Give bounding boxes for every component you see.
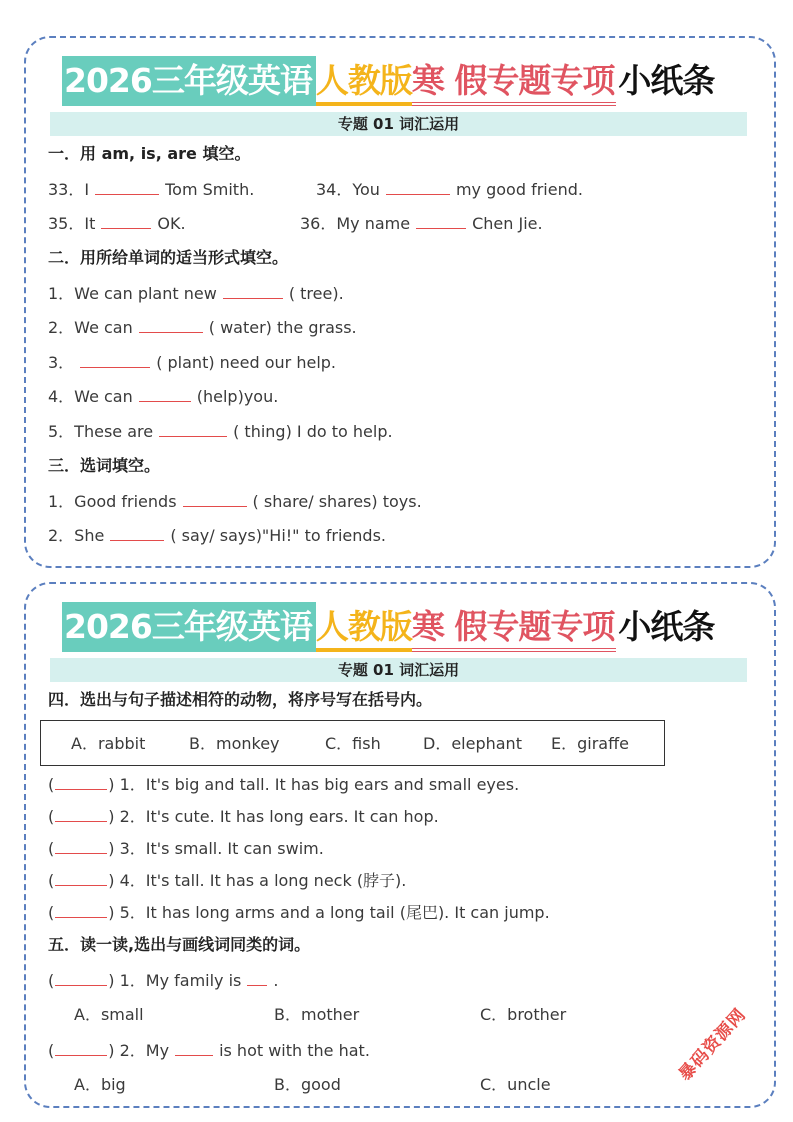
question-5-1: ( ) 1．My family is . bbox=[48, 971, 279, 990]
choice-5-1-a: A．small bbox=[74, 1005, 144, 1024]
question-4-2: ( ) 2．It's cute. It has long ears. It can hop. bbox=[48, 807, 439, 826]
question-3-2: 2．She ( say/ says)"Hi!" to friends. bbox=[48, 526, 386, 545]
option-d: D．elephant bbox=[423, 734, 522, 753]
underlined-word bbox=[175, 1040, 213, 1056]
question-2-1: 1．We can plant new ( tree). bbox=[48, 284, 344, 303]
answer-paren-blank[interactable] bbox=[55, 1040, 107, 1056]
question-4-3: ( ) 3．It's small. It can swim. bbox=[48, 839, 324, 858]
question-2-3: 3． ( plant) need our help. bbox=[48, 353, 336, 372]
section-heading-2: 二．用所给单词的适当形式填空。 bbox=[48, 248, 289, 267]
answer-blank[interactable] bbox=[95, 179, 159, 195]
site-watermark: 暴码资源网 bbox=[675, 1004, 751, 1085]
question-33: 33．I Tom Smith. bbox=[48, 180, 255, 199]
answer-blank[interactable] bbox=[110, 525, 164, 541]
answer-blank[interactable] bbox=[183, 491, 247, 507]
option-c: C．fish bbox=[325, 734, 381, 753]
question-3-1: 1．Good friends ( share/ shares) toys. bbox=[48, 492, 422, 511]
answer-paren-blank[interactable] bbox=[55, 774, 107, 790]
title-note: 小纸条 bbox=[618, 607, 715, 646]
answer-blank[interactable] bbox=[223, 283, 283, 299]
question-36: 36．My name Chen Jie. bbox=[300, 214, 543, 233]
animal-options-box bbox=[40, 720, 665, 766]
answer-paren-blank[interactable] bbox=[55, 870, 107, 886]
title-note: 小纸条 bbox=[618, 61, 715, 100]
question-35: 35．It OK. bbox=[48, 214, 186, 233]
choice-5-1-c: C．brother bbox=[480, 1005, 567, 1024]
topic-subtitle: 专题 01 词汇运用 bbox=[50, 112, 747, 136]
title-edition: 人教版 bbox=[316, 56, 412, 106]
answer-blank[interactable] bbox=[101, 213, 151, 229]
choice-5-1-b: B．mother bbox=[274, 1005, 360, 1024]
section-heading-3: 三．选词填空。 bbox=[48, 456, 161, 475]
choice-5-2-c: C．uncle bbox=[480, 1075, 551, 1094]
title-topic: 寒 假专题专项 bbox=[412, 602, 617, 652]
answer-paren-blank[interactable] bbox=[55, 970, 107, 986]
question-2-5: 5．These are ( thing) I do to help. bbox=[48, 422, 393, 441]
option-a: A．rabbit bbox=[71, 734, 146, 753]
section-heading-1: 一．用 am, is, are 填空。 bbox=[48, 144, 251, 163]
question-5-2: ( ) 2．My is hot with the hat. bbox=[48, 1041, 370, 1060]
question-4-1: ( ) 1．It's big and tall. It has big ears and small eyes. bbox=[48, 775, 520, 794]
answer-paren-blank[interactable] bbox=[55, 806, 107, 822]
topic-subtitle: 专题 01 词汇运用 bbox=[50, 658, 747, 682]
worksheet-card-2 bbox=[24, 582, 776, 1108]
title-grade: 2026三年级英语 bbox=[62, 602, 316, 652]
underlined-word bbox=[247, 970, 267, 986]
answer-paren-blank[interactable] bbox=[55, 902, 107, 918]
option-b: B．monkey bbox=[189, 734, 280, 753]
answer-blank[interactable] bbox=[386, 179, 450, 195]
question-4-5: ( ) 5．It has long arms and a long tail (尾巴). It can jump. bbox=[48, 903, 550, 922]
answer-blank[interactable] bbox=[139, 386, 191, 402]
worksheet-title bbox=[62, 56, 714, 106]
section-heading-5: 五．读一读,选出与画线词同类的词。 bbox=[48, 935, 311, 954]
section-heading-4: 四．选出与句子描述相符的动物，将序号写在括号内。 bbox=[48, 690, 433, 709]
answer-blank[interactable] bbox=[159, 421, 227, 437]
answer-blank[interactable] bbox=[80, 352, 150, 368]
title-topic: 寒 假专题专项 bbox=[412, 56, 617, 106]
question-4-4: ( ) 4．It's tall. It has a long neck (脖子). bbox=[48, 871, 407, 890]
question-2-2: 2．We can ( water) the grass. bbox=[48, 318, 357, 337]
answer-blank[interactable] bbox=[416, 213, 466, 229]
answer-paren-blank[interactable] bbox=[55, 838, 107, 854]
option-e: E．giraffe bbox=[551, 734, 629, 753]
answer-blank[interactable] bbox=[139, 317, 203, 333]
question-34: 34．You my good friend. bbox=[316, 180, 583, 199]
worksheet-card-1 bbox=[24, 36, 776, 568]
title-edition: 人教版 bbox=[316, 602, 412, 652]
title-grade: 2026三年级英语 bbox=[62, 56, 316, 106]
worksheet-title bbox=[62, 602, 714, 652]
choice-5-2-b: B．good bbox=[274, 1075, 341, 1094]
choice-5-2-a: A．big bbox=[74, 1075, 126, 1094]
question-2-4: 4．We can (help)you. bbox=[48, 387, 279, 406]
